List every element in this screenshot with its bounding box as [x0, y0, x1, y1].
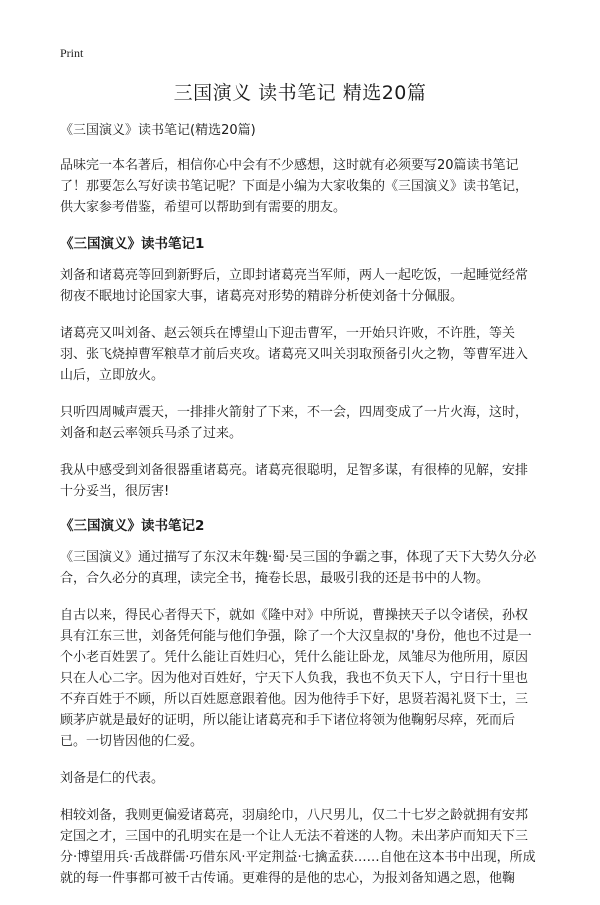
paragraph: 自古以来，得民心者得天下，就如《隆中对》中所说，曹操挟天子以令诸侯，孙权具有江东三世，刘备凭何能与他们争强，除了一个大汉皇叔的'身份，他也不过是一个小老百姓罢了。凭什么能让百姓归心，凭什么能让卧龙，凤雏尽为他所用，原因只在人心二字。因为他对百姓好，宁天下人负我，我也不负天下人，宁日行十里也不弃百姓于不顾，所以百姓愿意跟着他。因为他待手下好，思贤若渴礼贤下士，三顾茅庐就是最好的证明，所以能让诸葛亮和手下诸位将领为他鞠躬尽瘁，死而后已。一切皆因他的仁爱。 [60, 608, 532, 749]
paragraph: 我从中感受到刘备很器重诸葛亮。诸葛亮很聪明，足智多谋，有很棒的见解，安排十分妥当，很厉害! [60, 463, 529, 499]
document-body [60, 120, 540, 905]
intro-paragraph: 品味完一本名著后，相信你心中会有不少感想，这时就有必须要写20篇读书笔记了！那要怎么写好读书笔记呢？下面是小编为大家收集的《三国演义》读书笔记，供大家参考借鉴，希望可以帮助到有需要的朋友。 [60, 158, 529, 215]
paragraph: 刘备是仁的代表。 [60, 771, 165, 786]
document-subtitle: 《三国演义》读书笔记(精选20篇) [60, 123, 256, 138]
paragraph: 相较刘备，我则更偏爱诸葛亮，羽扇纶巾，八尺男儿，仅二十七岁之龄就拥有安邦定国之才，三国中的孔明实在是一个让人无法不着迷的人物。未出茅庐而知天下三分·博望用兵·舌战群儒·巧借东风·平定荆益·七擒孟获……自他在这本书中出现，所成就的每一件事都可被千古传诵。更难得的是他的忠心，为报刘备知遇之恩，他鞠 [60, 808, 536, 886]
print-link[interactable]: Print [60, 46, 84, 60]
section-heading: 《三国演义》读书笔记1 [60, 236, 205, 252]
paragraph: 《三国演义》通过描写了东汉末年魏·蜀·吴三国的争霸之事，体现了天下大势久分必合，合久必分的真理，读完全书，掩卷长思，最吸引我的还是书中的人物。 [60, 550, 537, 586]
page-title: 三国演义 读书笔记 精选20篇 [173, 82, 427, 104]
section-heading: 《三国演义》读书笔记2 [60, 518, 205, 534]
paragraph: 诸葛亮又叫刘备、赵云领兵在博望山下迎击曹军，一开始只许败，不许胜，等关羽、张飞烧掉曹军粮草才前后夹攻。诸葛亮又叫关羽取预备引火之物，等曹军进入山后，立即放火。 [60, 326, 529, 383]
paragraph: 只听四周喊声震天，一排排火箭射了下来，不一会，四周变成了一片火海，这时，刘备和赵云率领兵马杀了过来。 [60, 405, 529, 441]
paragraph: 刘备和诸葛亮等回到新野后，立即封诸葛亮当军师，两人一起吃饭，一起睡觉经常彻夜不眠地讨论国家大事，诸葛亮对形势的精辟分析使刘备十分佩服。 [60, 268, 529, 304]
